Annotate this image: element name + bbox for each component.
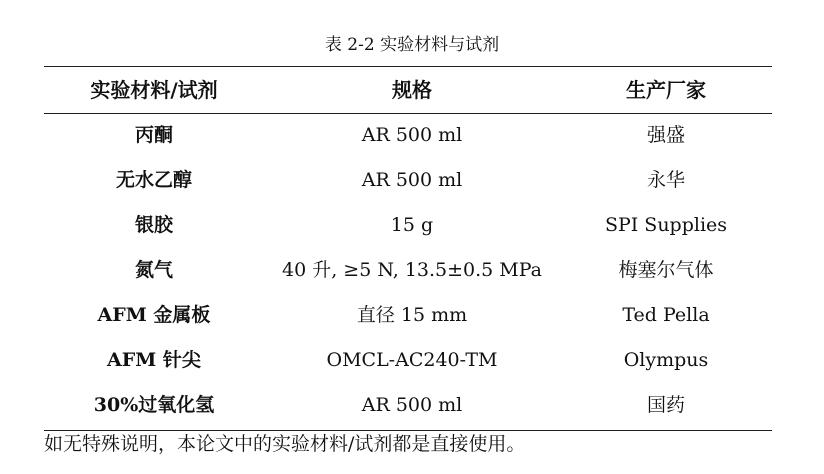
table-row <box>44 113 772 157</box>
manufacturer-cell: 强盛 <box>646 124 685 146</box>
manufacturer-cell: Ted Pella <box>622 304 710 326</box>
material-cell: AFM 金属板 <box>97 304 211 326</box>
manufacturer-cell: 永华 <box>646 169 685 191</box>
table-caption: 表 2-2 实验材料与试剂 <box>324 35 500 55</box>
spec-cell: OMCL-AC240-TM <box>326 349 498 371</box>
header-manufacturer: 生产厂家 <box>626 78 706 102</box>
manufacturer-cell: 国药 <box>646 394 685 416</box>
material-cell: 丙酮 <box>134 124 173 146</box>
usage-note: 如无特殊说明，本论文中的实验材料/试剂都是直接使用。 <box>44 433 526 455</box>
manufacturer-cell: SPI Supplies <box>604 214 728 236</box>
table-row <box>44 248 772 292</box>
spec-cell: 15 g <box>390 214 434 236</box>
header-spec: 规格 <box>392 78 432 102</box>
material-cell: 无水乙醇 <box>115 169 192 191</box>
material-cell: 30%过氧化氢 <box>93 394 215 416</box>
table-row <box>44 203 772 247</box>
spec-cell: AR 500 ml <box>361 394 463 416</box>
manufacturer-cell: Olympus <box>623 349 709 371</box>
spec-cell: 直径 15 mm <box>356 304 468 326</box>
table-row <box>44 158 772 202</box>
table-top-rule <box>44 66 772 67</box>
table-row <box>44 293 772 337</box>
material-cell: AFM 针尖 <box>107 349 201 371</box>
spec-cell: AR 500 ml <box>361 124 463 146</box>
header-material: 实验材料/试剂 <box>90 78 218 102</box>
material-cell: 氮气 <box>134 259 173 281</box>
manufacturer-cell: 梅塞尔气体 <box>618 259 714 281</box>
material-cell: 银胶 <box>134 214 173 236</box>
spec-cell: 40 升, ≥5 N, 13.5±0.5 MPa <box>281 259 543 281</box>
table-header-row <box>44 68 772 112</box>
spec-cell: AR 500 ml <box>361 169 463 191</box>
table-row <box>44 383 772 427</box>
table-row <box>44 338 772 382</box>
